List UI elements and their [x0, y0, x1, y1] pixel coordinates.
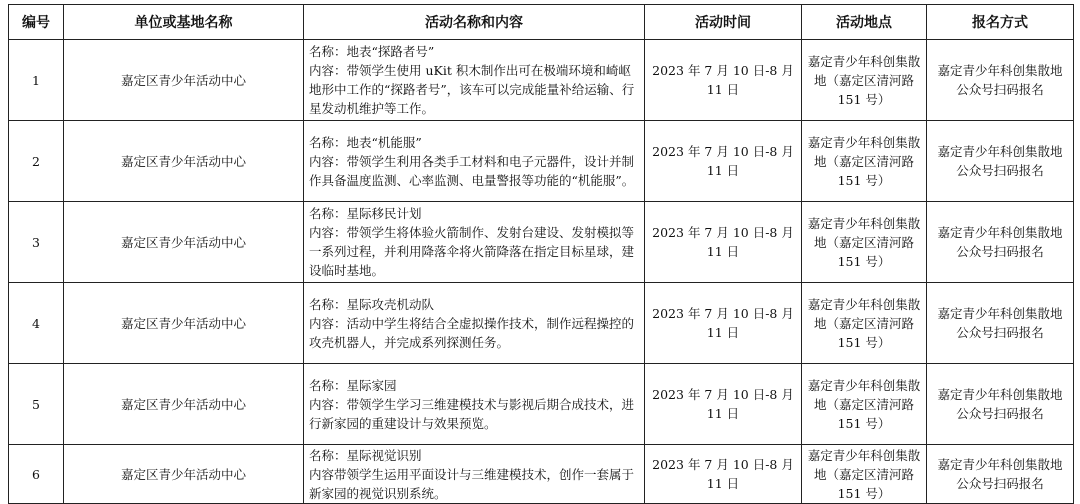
row-signup: 嘉定青少年科创集散地公众号扫码报名: [927, 445, 1074, 504]
header-place: 活动地点: [802, 5, 927, 40]
row-signup: 嘉定青少年科创集散地公众号扫码报名: [927, 40, 1074, 121]
activity-content: 内容：带领学生将体验火箭制作、发射台建设、发射模拟等一系列过程，并利用降落伞将火箭降落在指定目标星球，建设临时基地。: [309, 225, 635, 278]
row-unit: 嘉定区青少年活动中心: [64, 364, 304, 445]
header-content: 活动名称和内容: [304, 5, 645, 40]
activity-content: 内容：带领学生学习三维建模技术与影视后期合成技术，进行新家园的重建设计与效果预览。: [309, 396, 635, 431]
row-place: 嘉定青少年科创集散地（嘉定区清河路 151 号）: [802, 283, 927, 364]
row-signup: 嘉定青少年科创集散地公众号扫码报名: [927, 121, 1074, 202]
row-unit: 嘉定区青少年活动中心: [64, 202, 304, 283]
row-content-cell: [304, 202, 645, 283]
activity-content: 内容：带领学生使用 uKit 积木制作出可在极端环境和崎岖地形中工作的“探路者号”，该车可以完成能量补给运输、行星发动机维护等工作。: [309, 63, 635, 116]
activity-name: 名称：星际家园: [309, 377, 397, 393]
row-time: 2023 年 7 月 10 日-8 月 11 日: [645, 202, 802, 283]
row-signup: 嘉定青少年科创集散地公众号扫码报名: [927, 202, 1074, 283]
row-content-cell: [304, 40, 645, 121]
activity-name: 名称：地表“探路者号”: [309, 44, 435, 59]
row-place: 嘉定青少年科创集散地（嘉定区清河路 151 号）: [802, 40, 927, 121]
row-place: 嘉定青少年科创集散地（嘉定区清河路 151 号）: [802, 364, 927, 445]
row-place: 嘉定青少年科创集散地（嘉定区清河路 151 号）: [802, 202, 927, 283]
header-signup: 报名方式: [927, 5, 1074, 40]
row-signup: 嘉定青少年科创集散地公众号扫码报名: [927, 283, 1074, 364]
row-unit: 嘉定区青少年活动中心: [64, 283, 304, 364]
row-number: 3: [9, 202, 64, 283]
header-unit: 单位或基地名称: [64, 5, 304, 40]
table-row: [9, 202, 1074, 283]
row-time: 2023 年 7 月 10 日-8 月 11 日: [645, 364, 802, 445]
row-unit: 嘉定区青少年活动中心: [64, 121, 304, 202]
row-number: 5: [9, 364, 64, 445]
row-number: 4: [9, 283, 64, 364]
row-time: 2023 年 7 月 10 日-8 月 11 日: [645, 40, 802, 121]
row-time: 2023 年 7 月 10 日-8 月 11 日: [645, 283, 802, 364]
row-unit: 嘉定区青少年活动中心: [64, 40, 304, 121]
row-content-cell: [304, 121, 645, 202]
header-time: 活动时间: [645, 5, 802, 40]
header-num: 编号: [9, 5, 64, 40]
table-row: [9, 364, 1074, 445]
row-content-cell: [304, 364, 645, 445]
table-row: [9, 445, 1074, 504]
row-number: 1: [9, 40, 64, 121]
table-header-row: [9, 5, 1074, 40]
table-row: [9, 40, 1074, 121]
row-number: 6: [9, 445, 64, 504]
table-row: [9, 283, 1074, 364]
row-unit: 嘉定区青少年活动中心: [64, 445, 304, 504]
row-time: 2023 年 7 月 10 日-8 月 11 日: [645, 121, 802, 202]
row-place: 嘉定青少年科创集散地（嘉定区清河路 151 号）: [802, 121, 927, 202]
activity-content: 内容：活动中学生将结合全虚拟操作技术，制作远程操控的攻壳机器人，并完成系列探测任务。: [309, 315, 635, 350]
activity-content: 内容带领学生运用平面设计与三维建模技术，创作一套属于新家园的视觉识别系统。: [309, 466, 635, 501]
row-content-cell: [304, 283, 645, 364]
row-place: 嘉定青少年科创集散地（嘉定区清河路 151 号）: [802, 445, 927, 504]
activity-name: 名称：地表“机能服”: [309, 134, 422, 150]
row-content-cell: [304, 445, 645, 504]
row-signup: 嘉定青少年科创集散地公众号扫码报名: [927, 364, 1074, 445]
activity-content: 内容：带领学生利用各类手工材料和电子元器件，设计并制作具备温度监测、心率监测、电量警报等功能的“机能服”。: [309, 153, 635, 188]
activity-name: 名称：星际攻壳机动队: [309, 296, 435, 312]
activity-name: 名称：星际移民计划: [309, 206, 422, 221]
row-number: 2: [9, 121, 64, 202]
row-time: 2023 年 7 月 10 日-8 月 11 日: [645, 445, 802, 504]
activity-table: [8, 4, 1074, 504]
table-row: [9, 121, 1074, 202]
activity-name: 名称：星际视觉识别: [309, 447, 422, 463]
